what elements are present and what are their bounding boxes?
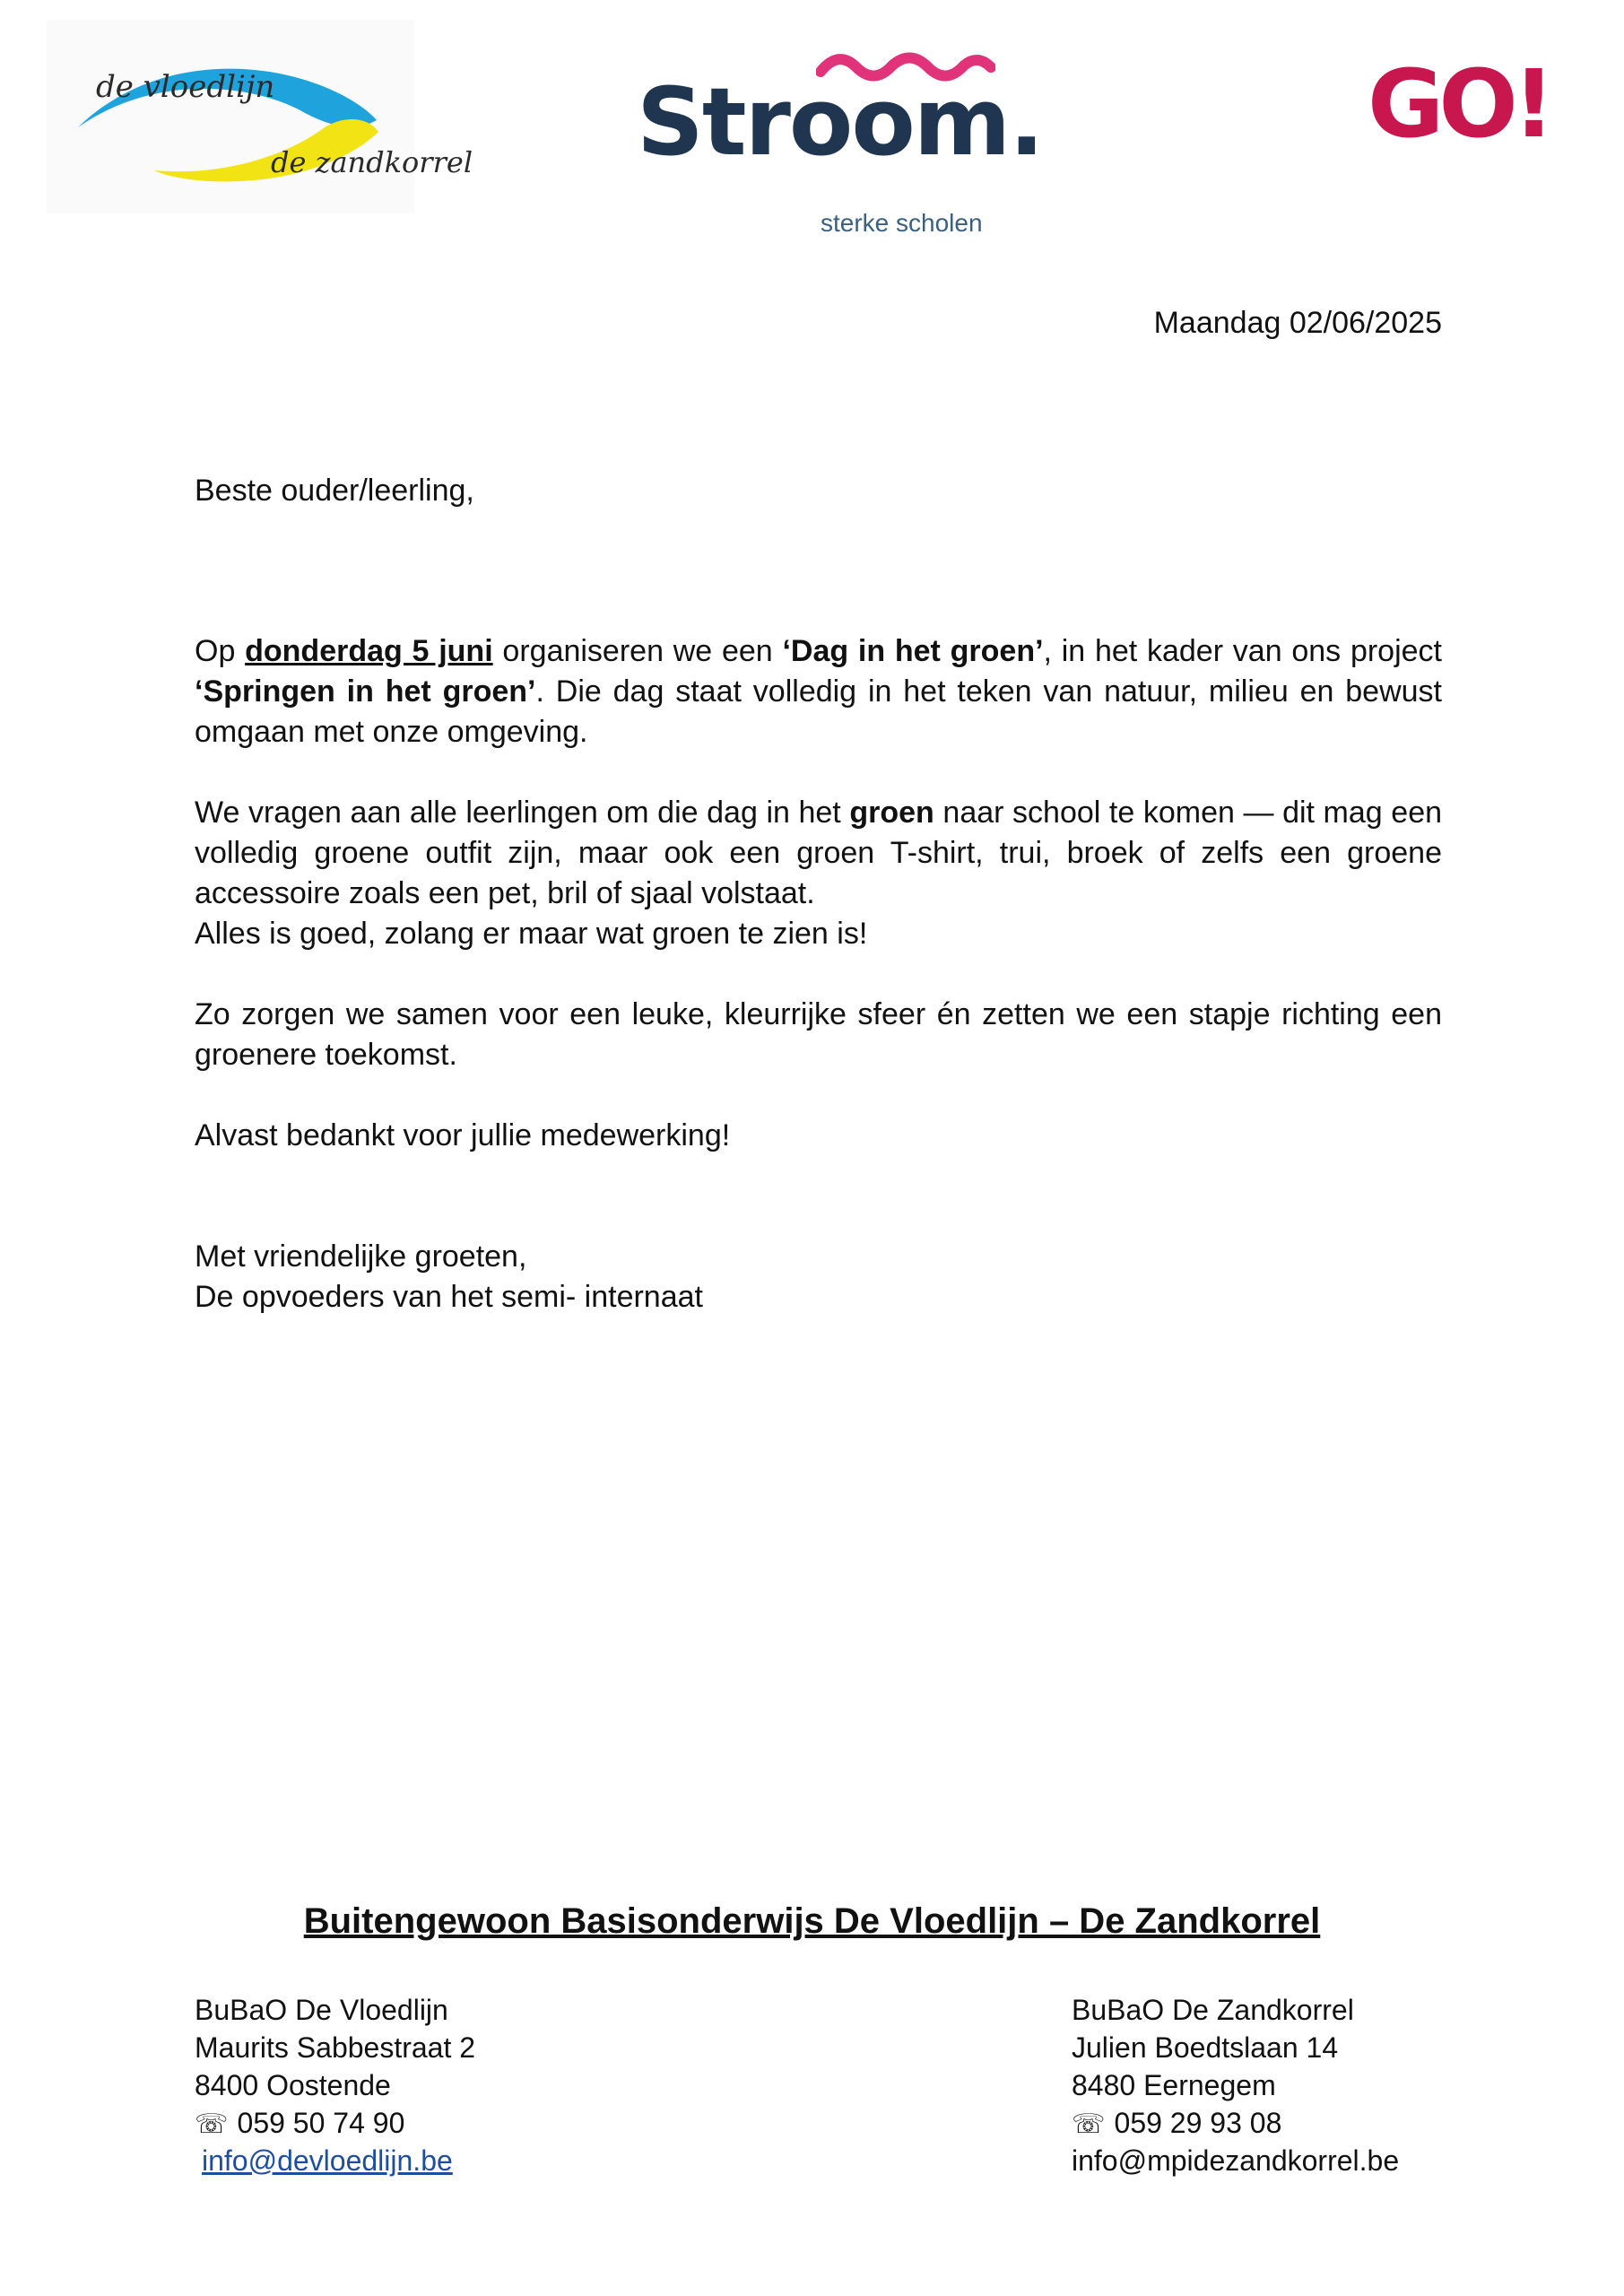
phone-row — [195, 2104, 475, 2142]
go-logo: GO! — [1368, 49, 1550, 159]
paragraph-1-line-3: omgaan met onze omgeving. — [195, 715, 588, 749]
paragraph-1 — [195, 631, 1442, 752]
paragraph-2 — [195, 793, 1442, 954]
event-date: donderdag 5 juni — [245, 634, 493, 668]
event-name: ‘Dag in het groen’ — [782, 634, 1044, 668]
paragraph-3 — [195, 995, 1442, 1075]
paragraph-1-line-2 — [195, 672, 1442, 712]
phone-icon: ☏ — [1072, 2109, 1106, 2140]
letter-date: Maandag 02/06/2025 — [1153, 306, 1442, 340]
address-zandkorrel — [1072, 1991, 1399, 2179]
closing-greeting: Met vriendelijke groeten, — [195, 1239, 527, 1274]
text-naar-school: naar school te komen — dit mag een — [942, 796, 1443, 830]
logo-text-zandkorrel: de zandkorrel — [271, 145, 473, 179]
phone-row — [1072, 2104, 1399, 2142]
text-kader: , in het kader van ons project — [1043, 634, 1442, 668]
paragraph-2-line-4: Alles is goed, zolang er maar wat groen te zien is! — [195, 917, 868, 951]
email-text: info@mpidezandkorrel.be — [1072, 2144, 1400, 2177]
paragraph-4: Alvast bedankt voor jullie medewerking! — [195, 1118, 731, 1152]
address-vloedlijn — [195, 1991, 475, 2179]
email-row — [195, 2142, 475, 2179]
city: 8400 Oostende — [195, 2069, 391, 2101]
paragraph-2-line-1 — [195, 793, 1442, 833]
salutation: Beste ouder/leerling, — [195, 474, 474, 508]
wave-logo-icon — [47, 20, 414, 213]
street: Julien Boedtslaan 14 — [1072, 2031, 1339, 2064]
paragraph-1-line-1 — [195, 631, 1442, 672]
street: Maurits Sabbestraat 2 — [195, 2031, 476, 2064]
paragraph-3-line-2: groenere toekomst. — [195, 1038, 457, 1072]
footer-title: Buitengewoon Basisonderwijs De Vloedlijn – De Zandkorrel — [303, 1901, 1321, 1941]
paragraph-2-line-2: volledig groene outfit zijn, maar ook een groen T-shirt, trui, broek of zelfs een groene — [195, 836, 1442, 870]
phone-icon: ☏ — [195, 2109, 229, 2140]
stroom-logo — [637, 49, 1043, 237]
vloedlijn-zandkorrel-logo — [47, 20, 473, 213]
text-die-dag: . Die dag staat volledig in het teken van natuur, milieu en bewust — [535, 674, 1442, 709]
text-organiseren: organiseren we een — [502, 634, 773, 668]
city: 8480 Eernegem — [1072, 2069, 1276, 2101]
email-link[interactable]: info@devloedlijn.be — [202, 2144, 453, 2177]
school-name: BuBaO De Vloedlijn — [195, 1994, 448, 2026]
text-op: Op — [195, 634, 236, 668]
logo-text-vloedlijn: de vloedlijn — [96, 69, 275, 105]
text-groen-bold: groen — [849, 796, 934, 830]
paragraph-2-line-3: accessoire zoals een pet, bril of sjaal volstaat. — [195, 876, 815, 910]
school-name: BuBaO De Zandkorrel — [1072, 1994, 1354, 2026]
text-we-vragen: We vragen aan alle leerlingen om die dag in het — [195, 796, 841, 830]
paragraph-3-line-1: Zo zorgen we samen voor een leuke, kleurrijke sfeer én zetten we een stapje richting een — [195, 997, 1442, 1031]
project-name: ‘Springen in het groen’ — [195, 674, 536, 709]
stroom-tagline: sterke scholen — [821, 209, 983, 237]
phone-number: 059 29 93 08 — [1114, 2107, 1282, 2139]
stroom-brand-text: Stroom. — [637, 67, 1043, 177]
phone-number: 059 50 74 90 — [237, 2107, 405, 2139]
closing-signature: De opvoeders van het semi- internaat — [195, 1280, 703, 1314]
